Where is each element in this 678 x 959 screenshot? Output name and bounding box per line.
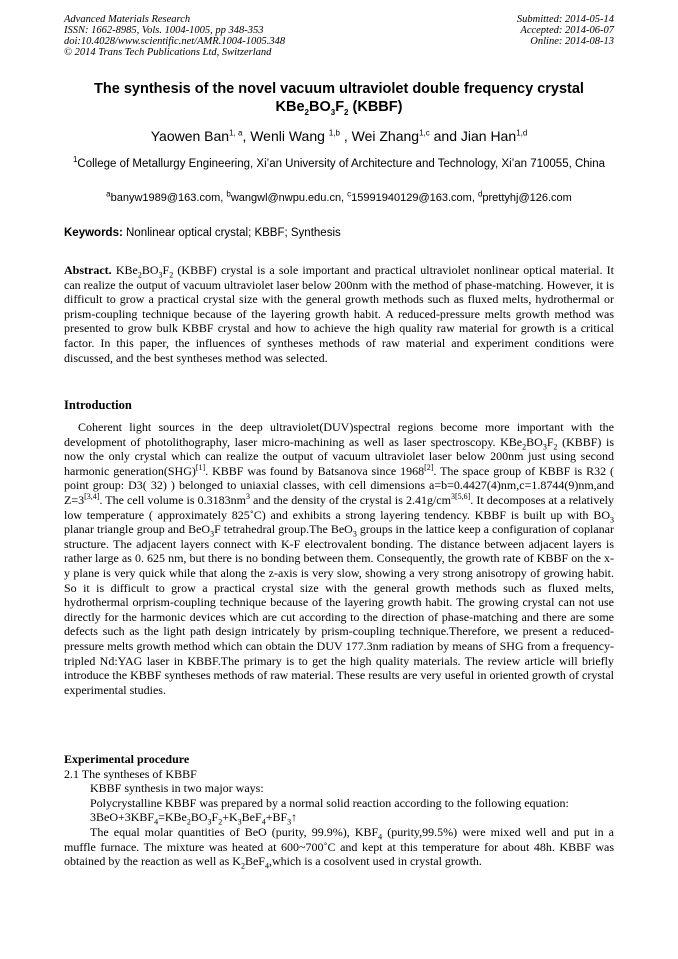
copyright-line: © 2014 Trans Tech Publications Ltd, Switzerland <box>64 47 272 58</box>
online-date: Online: 2014-08-13 <box>530 36 614 47</box>
paragraph: Polycrystalline KBBF was prepared by a normal solid reaction according to the following equation: <box>90 795 569 810</box>
email-link[interactable]: prettyhj@126.com <box>482 192 572 204</box>
keywords: Keywords: Nonlinear optical crystal; KBBF; Synthesis <box>64 227 341 239</box>
author-emails: $^a$banyw1989@163.com, $^b$wangwl@nwpu.edu.cn, $^c$15991940129@163.com, $^d$prettyhj@126.com <box>106 189 572 204</box>
reaction-equation: $3BeO+3KBF_4=KBe_2BO_3F_2+K_3BeF_4+BF_3↑$ <box>90 810 298 827</box>
journal-header <box>64 14 285 58</box>
experimental-heading: Experimental procedure <box>64 752 190 766</box>
email-link[interactable]: 15991940129@163.com, <box>351 192 478 204</box>
author-name: Wenli Wang <box>250 128 329 144</box>
dates-header <box>517 14 614 47</box>
author-name: Yaowen Ban <box>150 128 230 144</box>
email-link[interactable]: banyw1989@163.com, <box>110 192 227 204</box>
author-name: Jian Han <box>460 128 517 144</box>
experimental-section <box>64 752 614 869</box>
accepted-date: Accepted: 2014-06-07 <box>520 25 614 36</box>
issn-line: ISSN: 1662-8985, Vols. 1004-1005, pp 348-353 <box>64 25 264 36</box>
paper-title: The synthesis of the novel vacuum ultraviolet double frequency crystal $KBe_2BO_3F_2$ (KBBF) <box>94 81 584 117</box>
author-name: Wei Zhang <box>351 128 420 144</box>
email-link[interactable]: wangwl@nwpu.edu.cn, <box>230 192 348 204</box>
paragraph: The equal molar quantities of BeO (purity, 99.9%), $KBF_4$ (purity,99.5%) were mixed well and put in a muffle furnace. The mixture was heated at 600~700˚C and kept at this temperature for about 48h. KBBF was obtained by the reaction as well as $K_2BeF_4,which$ is a cosolvent used in crystal growth. <box>64 824 614 871</box>
author-list: Yaowen Ban$^{1, a}$, Wenli Wang $^{1,b}$ , Wei Zhang$^{1,c}$ and Jian Han$^{1,d}$ <box>150 128 528 144</box>
submitted-date: Submitted: 2014-05-14 <box>516 14 614 25</box>
journal-name: Advanced Materials Research <box>64 14 191 25</box>
introduction-paragraph: Coherent light sources in the deep ultraviolet(DUV)spectral regions become more important with the development of photolithography, laser micro-machining as well as laser spectroscopy. $KBe_2BO_3F_2$ (KBBF) is now the only crystal which can realize the output of vacuum ultraviolet laser below 200nm just using second harmonic generation(SHG)[1]. KBBF was found by Batsanova since 1968[2]. The space group of KBBF is R32 ( point group: D3( 32) ) belonged to uniaxial classes, with cell dimensions a=b=0.4427(4)nm,c=1.8744(9)nm,and Z=3[3,4]. The cell volume is $0.3183nm^3$ and the density of the crystal is $2.41g/cm^{3[5,6]}$. It decomposes at a relatively low temperature ( approximately 825˚C) and exhibits a strong layering tendency. KBBF is built up with $BO_3$ planar triangle group and BeO$_3$F tetrahedral group.The BeO$_3$ groups in the lattice keep a configuration of coplanar structure. The adjacent layers connect with K-F electrovalent bonding. The distance between adjacent layers is rather large as 0. 625 nm, but there is no bonding between them. Consequently, the growth rate of KBBF on the x-y plane is very quick while that along the z-axis is very slow, showing a very strong anisotropy of growing habit. So it is difficult to grow a practical crystal size with the general growth methods such as fluxed melts, hydrothermal orprism-coupling technique because of the layering growth habit. The growing crystal can not use directly for the harmonic devices which are cut according to the direction of phase-matching and there are some defects such as the light path design intricately by prism-coupling technique.Therefore, we present a reduced-pressure melts growth method which can obtain the DUV 177.3nm radiation by means of SHG from a frequency-tripled Nd:YAG laser in KBBF.The primary is to get the high quality materials. The review article will briefly introduce the KBBF syntheses methods of raw material. These results are very useful in oriented growth of crystal experimental studies. <box>64 420 615 697</box>
doi-line: doi:10.4028/www.scientific.net/AMR.1004-1005.348 <box>64 36 286 47</box>
introduction-heading: Introduction <box>64 398 132 412</box>
affiliation: $^1$College of Metallurgy Engineering, Xi’an University of Architecture and Technology, Xi’an 710055, China <box>72 155 606 170</box>
paragraph: KBBF synthesis in two major ways: <box>90 781 264 796</box>
abstract: Abstract. $KBe_2BO_3F_2$ (KBBF) crystal is a sole important and practical ultraviolet nonlinear optical material. It can realize the output of vacuum ultraviolet laser below 200nm with the method of phase-matching. However, it is difficult to grow a practical crystal size with the general growth methods such as fluxed melts, hydrothermal or prism-coupling technique because of the layering growth habit. A reduced-pressure melts growth method was presented to grow bulk KBBF crystal and how to achieve the high quality raw material for growth is a critical factor. In this paper, the influences of syntheses methods of raw material and experiment conditions were discussed, and the best syntheses method was selected. <box>64 263 615 365</box>
subsection-heading: 2.1 The syntheses of KBBF <box>64 766 197 781</box>
